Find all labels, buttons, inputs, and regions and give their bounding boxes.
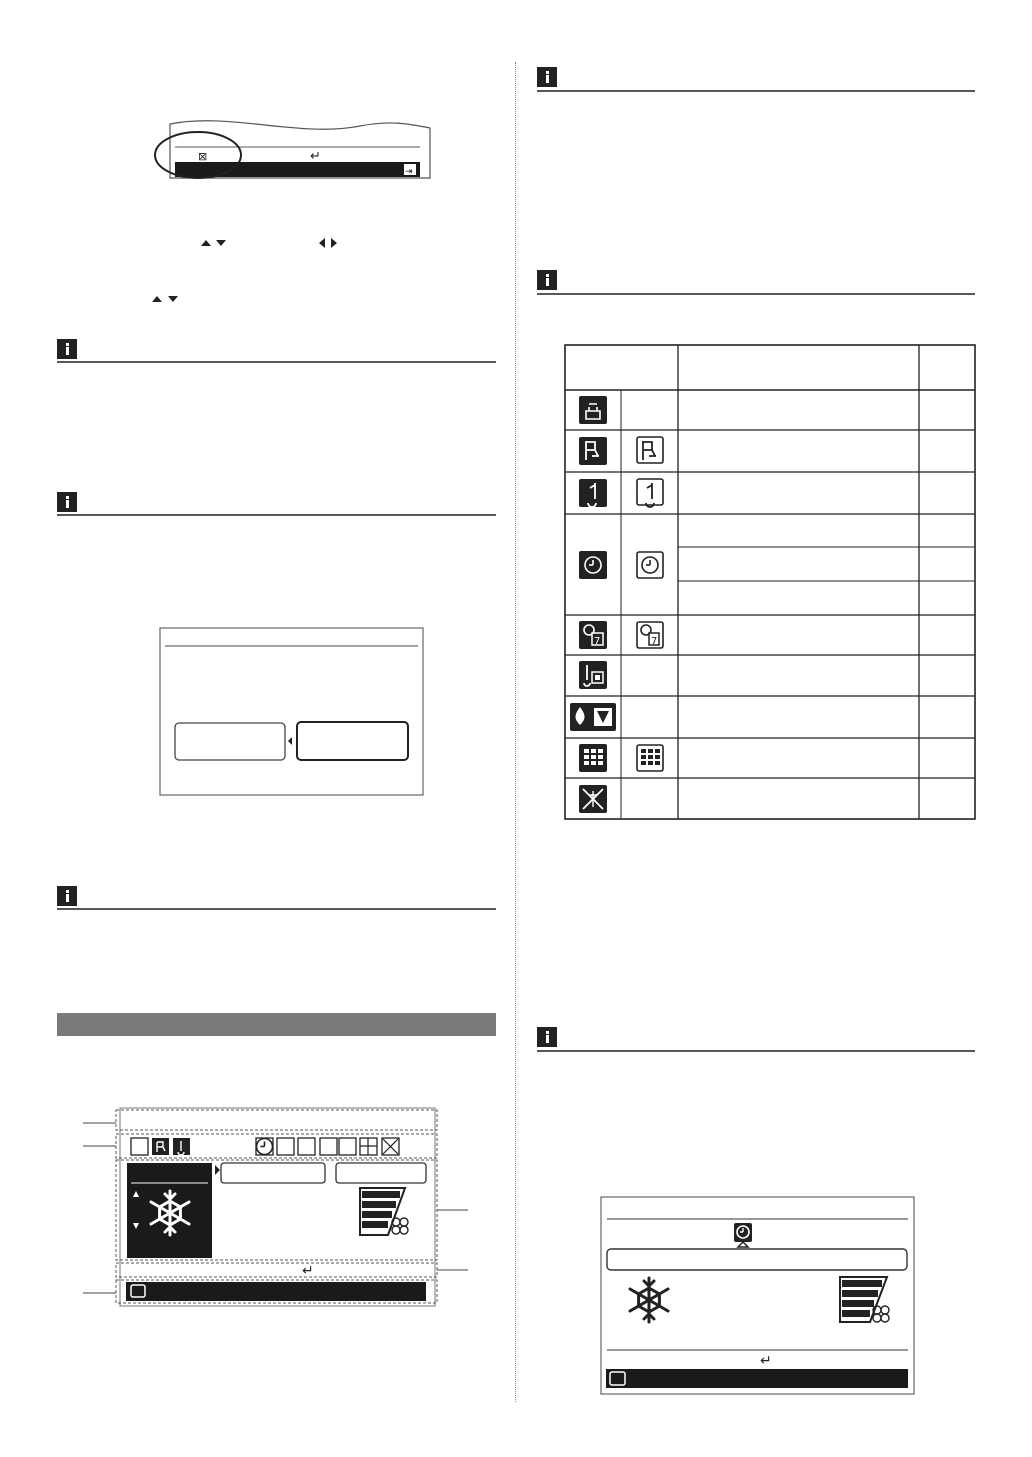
dialog-option-right xyxy=(297,722,408,760)
info-header-right-2 xyxy=(537,270,975,294)
status-bar xyxy=(606,1369,908,1388)
info-header-left-2 xyxy=(57,492,496,515)
arrow-glyphs xyxy=(152,238,337,302)
dialog-screen xyxy=(160,628,423,795)
section-heading-bar xyxy=(57,1013,496,1036)
svg-text:⇥: ⇥ xyxy=(405,167,413,177)
enter-icon: ↵ xyxy=(302,1263,314,1279)
setpoint-field xyxy=(221,1163,325,1183)
status-icon-table xyxy=(565,345,975,819)
screen-snippet xyxy=(155,121,430,178)
room-temp-field xyxy=(336,1163,426,1183)
enter-icon: ↵ xyxy=(310,149,321,164)
info-header-left-1 xyxy=(57,339,496,362)
svg-text:7: 7 xyxy=(651,636,658,647)
info-header-left-3 xyxy=(57,886,496,909)
temperature-probe-icon xyxy=(579,479,607,507)
no-fan-icon: ⊠ xyxy=(198,150,208,163)
main-screen-diagram xyxy=(83,1108,468,1306)
enter-icon: ↵ xyxy=(760,1353,772,1369)
info-header-right-1 xyxy=(537,67,975,91)
timer-info-field xyxy=(607,1249,907,1270)
info-header-right-3 xyxy=(537,1027,975,1051)
svg-text:7: 7 xyxy=(594,636,601,647)
timer-screen-diagram xyxy=(601,1197,914,1394)
dialog-option-left xyxy=(175,723,285,760)
status-bar xyxy=(126,1282,426,1301)
